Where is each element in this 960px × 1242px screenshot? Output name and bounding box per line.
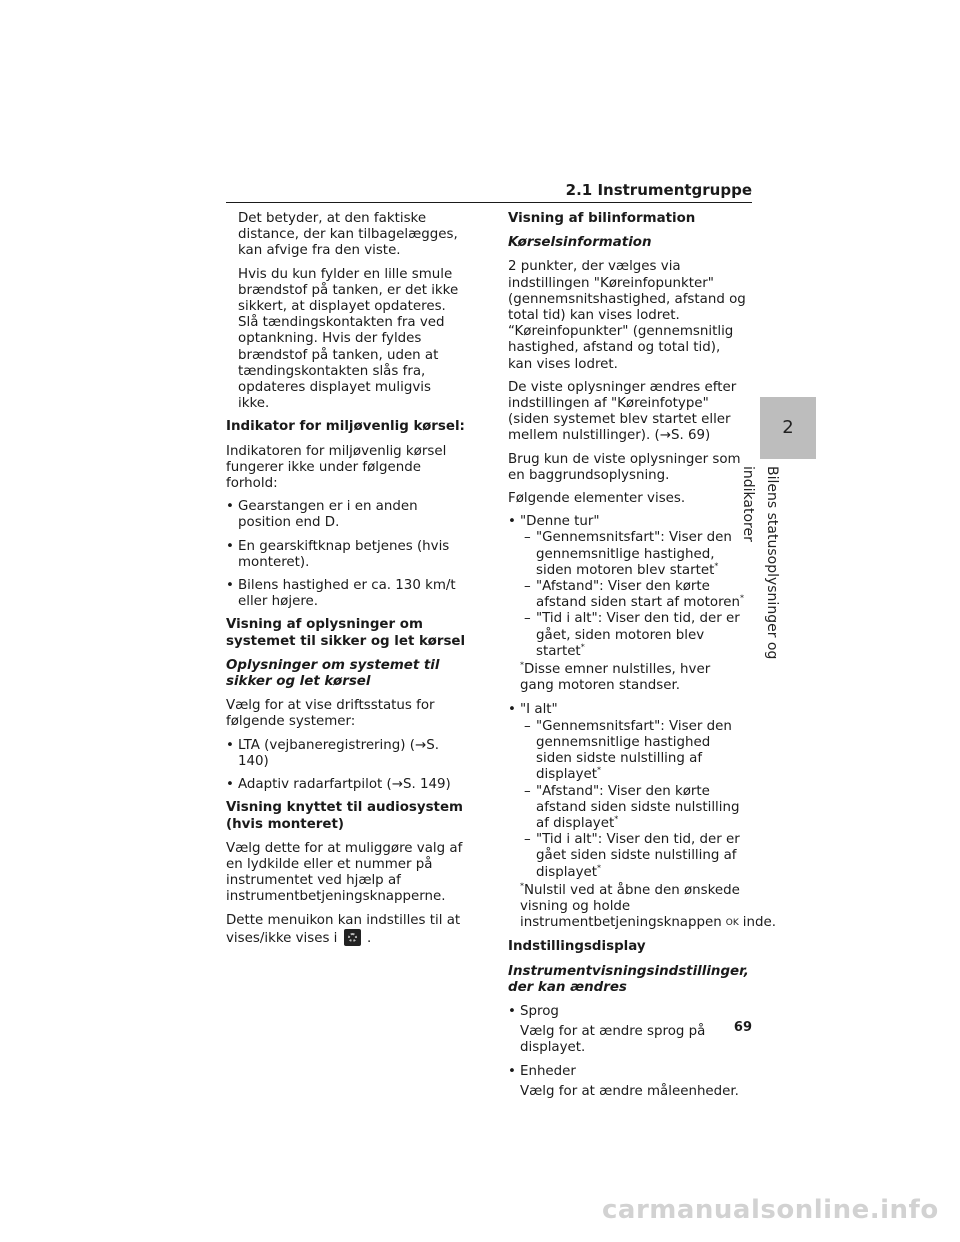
left-column xyxy=(226,211,466,954)
sub-list-item: – "Afstand": Viser den kørte afstand siden sidste nulstilling af displayet* xyxy=(524,783,740,831)
heading: Visning af oplysninger om systemet til sikker og let kørsel xyxy=(226,617,466,649)
list-item: • Enheder Vælg for at ændre måleenheder. xyxy=(508,1063,739,1099)
subheading: Oplysninger om systemet til sikker og let kørsel xyxy=(226,657,440,690)
paragraph: De viste oplysninger ændres efter indstillingen af "Køreinfotype" (siden systemet blev startet eller mellem nulstillinger). (→S. 69) xyxy=(508,379,737,444)
list-item: • "Denne tur" xyxy=(508,514,600,530)
list-item: • En gearskiftknap betjenes (hvis monteret). xyxy=(226,538,450,570)
list-item: • Bilens hastighed er ca. 130 km/t eller højere. xyxy=(226,578,456,610)
sub-list-item: – "Tid i alt": Viser den tid, der er gået, siden motoren blev startet* xyxy=(524,611,740,659)
heading: Indstillingsdisplay xyxy=(508,939,646,955)
watermark: carmanualsonline.info xyxy=(602,1195,939,1225)
section-header: 2.1 Instrumentgruppe xyxy=(565,181,752,199)
paragraph: Hvis du kun fylder en lille smule brændstof på tanken, er det ikke sikkert, at displayet opdateres. Slå tændingskontakten fra ved optankning. Hvis der fyldes brændstof på tanken, uden at tændingskontakten slås fra, opdateres displayet muligvis ikke. xyxy=(238,266,459,412)
sub-list-item: – "Afstand": Viser den kørte afstand siden start af motoren* xyxy=(524,579,745,611)
chapter-title: Bilens statusoplysninger og indikatorer xyxy=(740,466,780,660)
sub-list-item: – "Gennemsnitsfart": Viser den gennemsnitlige hastighed siden sidste nulstilling af displayet* xyxy=(524,718,732,783)
list-item: • Gearstangen er i en anden position end D. xyxy=(226,499,418,531)
paragraph: Indikatoren for miljøvenlig kørsel fungerer ikke under følgende forhold: xyxy=(226,443,447,492)
paragraph: Brug kun de viste oplysninger som en baggrundsoplysning. xyxy=(508,451,741,483)
list-item: • LTA (vejbaneregistrering) (→S. 140) xyxy=(226,737,439,769)
sub-list-item: – "Tid i alt": Viser den tid, der er gået siden sidste nulstilling af displayet* xyxy=(524,832,740,880)
paragraph: Dette menuikon kan indstilles til at vises/ikke vises i . xyxy=(226,912,461,946)
page-number: 69 xyxy=(733,1020,752,1035)
heading: Visning af bilinformation xyxy=(508,211,696,226)
ok-button-icon: OK xyxy=(725,918,739,929)
header-rule xyxy=(226,202,752,203)
footnote: *Disse emner nulstilles, hver gang motoren standser. xyxy=(520,660,711,694)
paragraph: Følgende elementer vises. xyxy=(508,491,686,507)
paragraph: 2 punkter, der vælges via indstillingen "Køreinfopunkter" (gennemsnitshastighed, afstand og total tid) kan vises lodret. “Køreinfopunkter" (gennemsnitlig hastighed, afstand og total tid), kan vises lodret. xyxy=(508,259,746,372)
paragraph: Vælg for at vise driftsstatus for følgende systemer: xyxy=(226,698,435,730)
paragraph: Det betyder, at den faktiske distance, der kan tilbagelægges, kan afvige fra den viste. xyxy=(238,211,458,259)
subheading: Instrumentvisningsindstillinger, der kan ændres xyxy=(508,963,749,995)
settings-gear-icon xyxy=(344,929,361,946)
heading: Visning knyttet til audiosystem (hvis monteret) xyxy=(226,800,463,832)
list-item: • "I alt" xyxy=(508,702,558,718)
sub-list-item: – "Gennemsnitsfart": Viser den gennemsnitlige hastighed, siden motoren blev startet* xyxy=(524,530,732,578)
list-item: • Adaptiv radarfartpilot (→S. 149) xyxy=(226,777,451,793)
heading: Indikator for miljøvenlig kørsel: xyxy=(226,419,465,435)
footnote: *Nulstil ved at åbne den ønskede visning og holde instrumentbetjeningsknappen OK inde. xyxy=(520,881,776,931)
chapter-tab: 2 xyxy=(760,397,816,459)
paragraph: Vælg dette for at muliggøre valg af en lydkilde eller et nummer på instrumentet ved hjælp af instrumentbetjeningsknapperne. xyxy=(226,840,463,905)
subheading: Kørselsinformation xyxy=(508,235,652,251)
list-item: • Sprog Vælg for at ændre sprog på displayet. xyxy=(508,1003,706,1056)
